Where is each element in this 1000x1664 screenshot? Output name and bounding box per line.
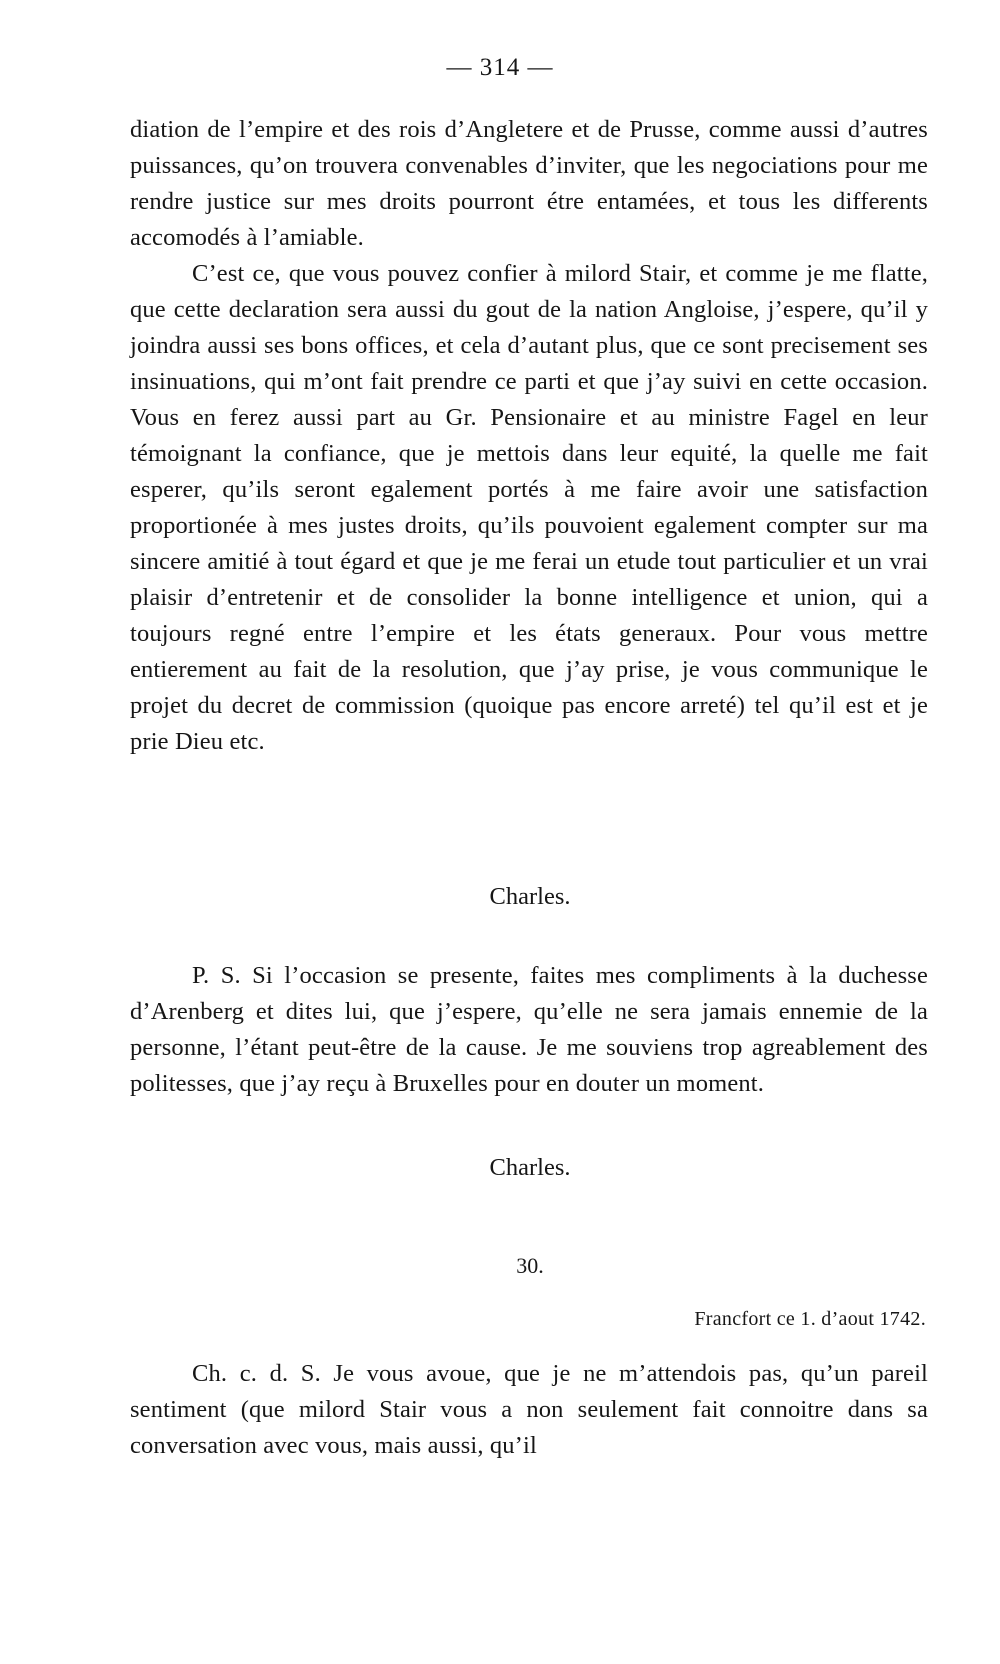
paragraph-next-letter: Ch. c. d. S. Je vous avoue, que je ne m’attendois pas, qu’un pareil sentiment (que milord Stair vous a non seulement fait connoitre dans sa conversation avec vous, mais aussi, qu’il xyxy=(130,1360,928,1459)
postscript-section xyxy=(130,958,928,1102)
letter-body-section xyxy=(130,112,928,760)
paragraph-main: C’est ce, que vous pouvez confier à milord Stair, et comme je me flatte, que cette declaration sera aussi du gout de la nation Angloise, j’espere, qu’il y joindra aussi ses bons offices, et cela d’autant plus, que ce sont precisement ses insinuations, qui m’ont fait prendre ce parti et que j’ay suivi en cette occasion. Vous en ferez aussi part au Gr. Pensionaire et au ministre Fagel en leur témoignant la confiance, que je mettois dans leur equité, la quelle me fait esperer, qu’ils seront egalement portés à me faire avoir une satisfaction proportionée à mes justes droits, qu’ils pouvoient egalement compter sur ma sincere amitié à tout égard et que je me ferai un etude tout particulier et un vrai plaisir d’entretenir et de consolider la bonne intelligence et union, qui a toujours regné entre l’empire et les états generaux. Pour vous mettre entierement au fait de la resolution, que j’ay prise, je vous communique le projet du decret de commission (quoique pas encore arreté) tel qu’il est et je prie Dieu etc. xyxy=(130,260,928,755)
page-number: — 314 — xyxy=(446,54,554,81)
paragraph-continuation: diation de l’empire et des rois d’Angletere et de Prusse, comme aussi d’autres puissances, qu’on trouvera convenables d’inviter, que les negociations pour me rendre justice sur mes droits pourront étre entamées, et tous les differents accomodés à l’amiable. xyxy=(130,116,928,251)
signature-charles-1: Charles. xyxy=(489,883,571,910)
next-letter-section xyxy=(130,1356,928,1464)
signature-charles-2: Charles. xyxy=(489,1154,571,1181)
paragraph-postscript: P. S. Si l’occasion se presente, faites mes compliments à la duchesse d’Arenberg et dites lui, que j’espere, qu’elle ne sera jamais ennemie de la personne, l’étant peut-être de la cause. Je me souviens trop agreablement des politesses, que j’ay reçu à Bruxelles pour en douter un moment. xyxy=(130,962,928,1097)
document-number: 30. xyxy=(516,1253,544,1278)
place-date-line: Francfort ce 1. d’aout 1742. xyxy=(694,1308,926,1330)
